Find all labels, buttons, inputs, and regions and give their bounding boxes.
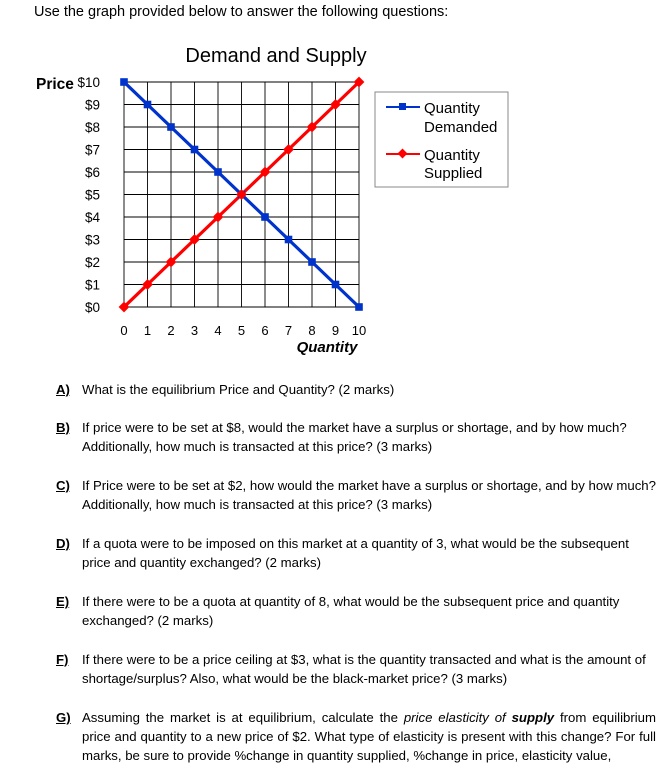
legend-demand-label-2: Demanded	[424, 119, 498, 136]
question-f-text: If there were to be a price ceiling at $3, what is the quantity transacted and what is the amount of shortage/surplus? Also, what would be the black-market price? (3 marks)	[82, 652, 646, 686]
y-tick-label: $5	[84, 187, 100, 203]
demand-point	[144, 101, 152, 109]
question-g-bold-italic: supply	[511, 710, 555, 725]
legend-supply-label-2: Supplied	[424, 165, 483, 182]
demand-point	[332, 281, 340, 289]
question-f-label: F)	[56, 652, 69, 667]
demand-point	[214, 168, 222, 176]
demand-supply-chart	[0, 0, 671, 370]
x-tick-label: 8	[308, 323, 316, 338]
question-c-text: If Price were to be set at $2, how would the market have a surplus or shortage, and by how much? Additionally, how much is transacted at this price? (3 marks)	[82, 478, 656, 512]
y-tick-label: $0	[84, 300, 100, 315]
demand-point	[167, 123, 175, 131]
question-g	[56, 708, 656, 765]
y-tick-label: $7	[84, 142, 100, 158]
demand-point	[308, 258, 316, 266]
x-tick-label: 2	[167, 323, 175, 338]
question-b	[56, 418, 656, 456]
chart-title: Demand and Supply	[185, 45, 367, 67]
legend-demand-label-1: Quantity	[424, 100, 480, 117]
question-a-label: A)	[56, 382, 70, 397]
question-g-italic: price elasticity of	[403, 710, 512, 725]
y-tick-label: $3	[84, 232, 100, 248]
question-a-text: What is the equilibrium Price and Quantity? (2 marks)	[82, 382, 395, 397]
question-d-text: If a quota were to be imposed on this market at a quantity of 3, what would be the subsequent price and quantity exchanged? (2 marks)	[82, 536, 629, 570]
question-c-label: C)	[56, 478, 70, 493]
demand-point	[120, 78, 128, 86]
question-f	[56, 650, 656, 688]
x-tick-label: 3	[190, 323, 199, 338]
question-d-label: D)	[56, 536, 70, 551]
x-tick-label: 1	[143, 323, 152, 338]
legend-demand-marker	[399, 103, 406, 110]
y-tick-label: $1	[84, 277, 100, 293]
question-e-text: If there were to be a quota at quantity of 8, what would be the subsequent price and quantity exchanged? (2 marks)	[82, 594, 620, 628]
x-tick-label: 0	[120, 323, 128, 338]
x-tick-label: 5	[237, 323, 246, 338]
legend-supply-label-1: Quantity	[424, 147, 480, 164]
x-tick-labels	[120, 323, 366, 338]
question-b-text: If price were to be set at $8, would the market have a surplus or shortage, and by how much? Additionally, how much is transacted at this price? (3 marks)	[82, 420, 627, 454]
demand-point	[191, 146, 199, 154]
x-tick-label: 9	[331, 323, 340, 338]
y-tick-label: $4	[84, 210, 100, 225]
y-tick-labels	[77, 75, 100, 315]
demand-point	[261, 213, 269, 221]
question-g-text-end: from equilibrium price and quantity to a new price of $2. What type of elasticity is present with this change? For full marks, be sure to provide %change in quantity supplied, %change in price, elasticity value,	[82, 710, 656, 763]
chart-legend	[375, 92, 508, 187]
y-tick-label: $9	[84, 97, 100, 113]
x-tick-label: 10	[351, 323, 367, 338]
y-tick-label: $8	[84, 120, 100, 135]
question-g-text-start: Assuming the market is at equilibrium, calculate the	[82, 710, 404, 725]
y-tick-label: $10	[77, 75, 100, 90]
x-tick-label: 7	[284, 323, 293, 338]
y-tick-label: $2	[84, 255, 100, 270]
question-a	[56, 380, 656, 399]
instructions: Use the graph provided below to answer the following questions:	[34, 4, 449, 20]
question-e-label: E)	[56, 594, 70, 609]
x-axis-label: Quantity	[296, 339, 358, 356]
y-tick-label: $6	[84, 165, 100, 180]
y-axis-label: Price	[36, 76, 74, 93]
x-tick-label: 6	[261, 323, 269, 338]
question-e	[56, 592, 656, 630]
question-b-label: B)	[56, 420, 70, 435]
question-g-text	[82, 708, 656, 765]
demand-point	[355, 303, 363, 311]
question-d	[56, 534, 656, 572]
question-c	[56, 476, 656, 514]
question-g-label: G)	[56, 710, 71, 725]
demand-point	[285, 236, 293, 244]
x-tick-label: 4	[214, 323, 222, 338]
